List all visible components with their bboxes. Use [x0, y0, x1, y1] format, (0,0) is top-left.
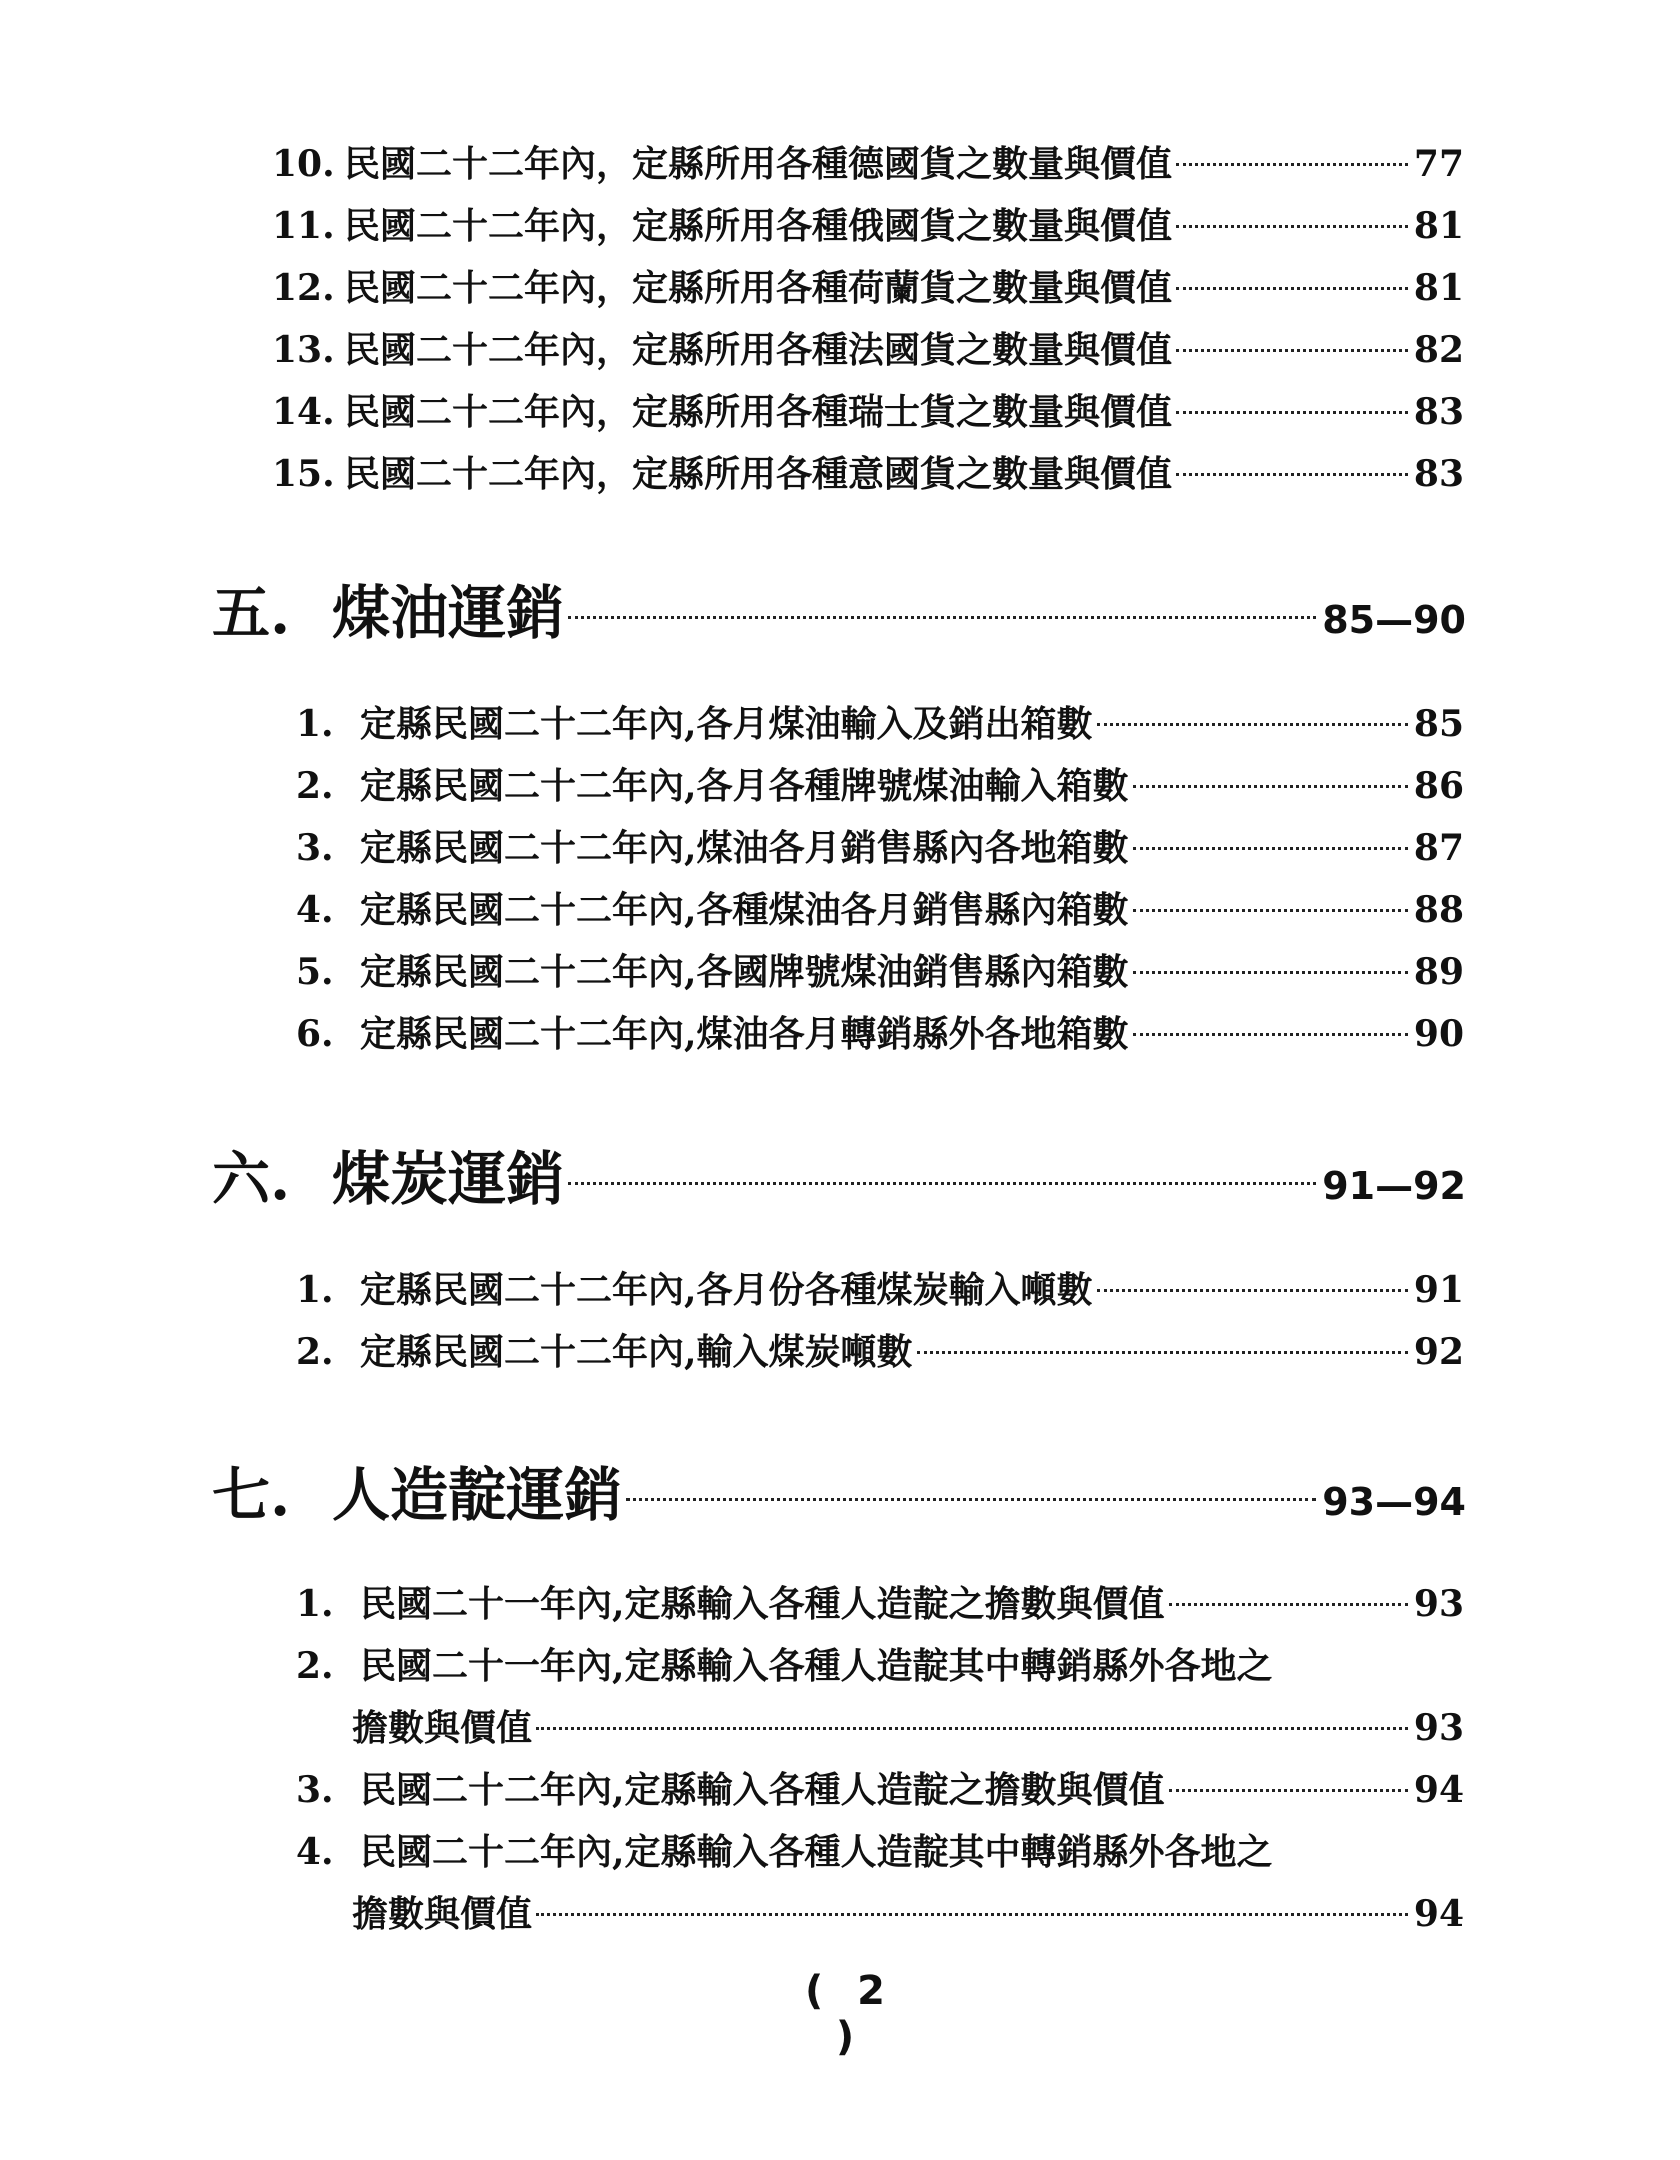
entry-page: 92 [1413, 1331, 1464, 1373]
leader-dots [1176, 411, 1408, 414]
entry-title-continued: 擔數與價值 [352, 1707, 533, 1749]
entry-number: 1. [296, 703, 334, 745]
toc-entry [296, 1324, 1464, 1375]
entry-title: 定縣民國二十二年內,各種煤油各月銷售縣內箱數 [360, 889, 1129, 931]
leader-dots [1176, 473, 1408, 476]
toc-entry [296, 758, 1464, 809]
entry-page: 94 [1413, 1893, 1464, 1935]
entry-title: 定縣民國二十二年內,輸入煤炭噸數 [360, 1331, 913, 1373]
leader-dots [1133, 1033, 1408, 1036]
leader-dots [1097, 1289, 1408, 1292]
leader-dots [917, 1351, 1408, 1354]
leader-dots [568, 616, 1316, 619]
entry-title: 民國二十二年內,定縣輸入各種人造靛其中轉銷縣外各地之 [360, 1831, 1273, 1873]
toc-entry [296, 820, 1464, 871]
entry-number: 3. [296, 827, 334, 869]
entry-page: 81 [1413, 205, 1464, 247]
entry-number: 6. [296, 1013, 334, 1055]
entry-title: 民國二十二年內，定縣所用各種意國貨之數量與價值 [344, 453, 1173, 495]
toc-entry [272, 322, 1464, 373]
entry-page: 90 [1413, 1013, 1464, 1055]
toc-entry [296, 944, 1464, 995]
entry-page: 87 [1413, 827, 1464, 869]
entry-page: 88 [1413, 889, 1464, 931]
leader-dots [1133, 785, 1408, 788]
toc-entry [272, 198, 1464, 249]
toc-entry [296, 882, 1464, 933]
section-number: 七. [212, 1461, 291, 1529]
section-pages: 93—94 [1322, 1480, 1466, 1524]
entry-number: 14. [272, 391, 335, 433]
entry-page: 83 [1413, 391, 1464, 433]
entry-title: 民國二十二年內，定縣所用各種俄國貨之數量與價值 [344, 205, 1173, 247]
entry-number: 12. [272, 267, 335, 309]
leader-dots [536, 1727, 1408, 1730]
section-number: 五. [212, 579, 291, 647]
entry-title: 民國二十二年內,定縣輸入各種人造靛之擔數與價值 [360, 1769, 1165, 1811]
entry-page: 93 [1413, 1583, 1464, 1625]
entry-title: 民國二十二年內，定縣所用各種荷蘭貨之數量與價值 [344, 267, 1173, 309]
entry-number: 1. [296, 1583, 334, 1625]
entry-number: 4. [296, 889, 334, 931]
toc-entry-first-line [296, 1824, 1273, 1875]
leader-dots [1176, 225, 1408, 228]
entry-page: 81 [1413, 267, 1464, 309]
toc-entry [296, 1576, 1464, 1627]
leader-dots [1133, 909, 1408, 912]
leader-dots [1133, 971, 1408, 974]
entry-title: 民國二十二年內，定縣所用各種法國貨之數量與價值 [344, 329, 1173, 371]
section-title: 人造靛運銷 [332, 1461, 623, 1529]
entry-page: 77 [1413, 143, 1464, 185]
entry-page: 82 [1413, 329, 1464, 371]
toc-entry-continuation [352, 1700, 1464, 1751]
entry-title: 民國二十一年內,定縣輸入各種人造靛之擔數與價值 [360, 1583, 1165, 1625]
entry-number: 2. [296, 1331, 334, 1373]
section-heading [212, 566, 1466, 650]
entry-title: 定縣民國二十二年內,煤油各月銷售縣內各地箱數 [360, 827, 1129, 869]
toc-entry-continuation [352, 1886, 1464, 1937]
leader-dots [1097, 723, 1408, 726]
entry-page: 93 [1413, 1707, 1464, 1749]
leader-dots [1176, 163, 1408, 166]
section-number: 六. [212, 1145, 291, 1213]
toc-entry [296, 1006, 1464, 1057]
entry-title: 定縣民國二十二年內,各國牌號煤油銷售縣內箱數 [360, 951, 1129, 993]
entry-number: 3. [296, 1769, 334, 1811]
entry-number: 15. [272, 453, 335, 495]
leader-dots [1169, 1603, 1408, 1606]
entry-page: 94 [1413, 1769, 1464, 1811]
leader-dots [626, 1498, 1316, 1501]
entry-number: 2. [296, 765, 334, 807]
entry-number: 11. [272, 205, 335, 247]
entry-page: 85 [1413, 703, 1464, 745]
section-pages: 85—90 [1322, 598, 1466, 642]
leader-dots [1169, 1789, 1408, 1792]
toc-entry [296, 1262, 1464, 1313]
leader-dots [1176, 287, 1408, 290]
leader-dots [1176, 349, 1408, 352]
toc-entry [272, 446, 1464, 497]
page-number: ( 2 ) [804, 1968, 896, 2060]
toc-entry [272, 260, 1464, 311]
leader-dots [1133, 847, 1408, 850]
entry-title-continued: 擔數與價值 [352, 1893, 533, 1935]
section-title: 煤油運銷 [332, 579, 565, 647]
entry-page: 91 [1413, 1269, 1464, 1311]
entry-page: 89 [1413, 951, 1464, 993]
section-heading [212, 1448, 1466, 1532]
entry-number: 5. [296, 951, 334, 993]
toc-entry [272, 384, 1464, 435]
leader-dots [536, 1913, 1408, 1916]
entry-title: 定縣民國二十二年內,各月煤油輸入及銷出箱數 [360, 703, 1093, 745]
toc-entry [296, 1762, 1464, 1813]
entry-title: 民國二十二年內，定縣所用各種瑞士貨之數量與價值 [344, 391, 1173, 433]
entry-title: 民國二十一年內,定縣輸入各種人造靛其中轉銷縣外各地之 [360, 1645, 1273, 1687]
entry-title: 定縣民國二十二年內,煤油各月轉銷縣外各地箱數 [360, 1013, 1129, 1055]
toc-entry [272, 136, 1464, 187]
leader-dots [568, 1182, 1316, 1185]
entry-title: 定縣民國二十二年內,各月各種牌號煤油輸入箱數 [360, 765, 1129, 807]
entry-number: 13. [272, 329, 335, 371]
toc-entry [296, 696, 1464, 747]
section-title: 煤炭運銷 [332, 1145, 565, 1213]
entry-number: 10. [272, 143, 335, 185]
entry-page: 86 [1413, 765, 1464, 807]
entry-number: 2. [296, 1645, 334, 1687]
entry-number: 1. [296, 1269, 334, 1311]
entry-title: 民國二十二年內，定縣所用各種德國貨之數量與價值 [344, 143, 1173, 185]
section-pages: 91—92 [1322, 1164, 1466, 1208]
toc-entry-first-line [296, 1638, 1273, 1689]
entry-page: 83 [1413, 453, 1464, 495]
section-heading [212, 1132, 1466, 1216]
entry-title: 定縣民國二十二年內,各月份各種煤炭輸入噸數 [360, 1269, 1093, 1311]
entry-number: 4. [296, 1831, 334, 1873]
